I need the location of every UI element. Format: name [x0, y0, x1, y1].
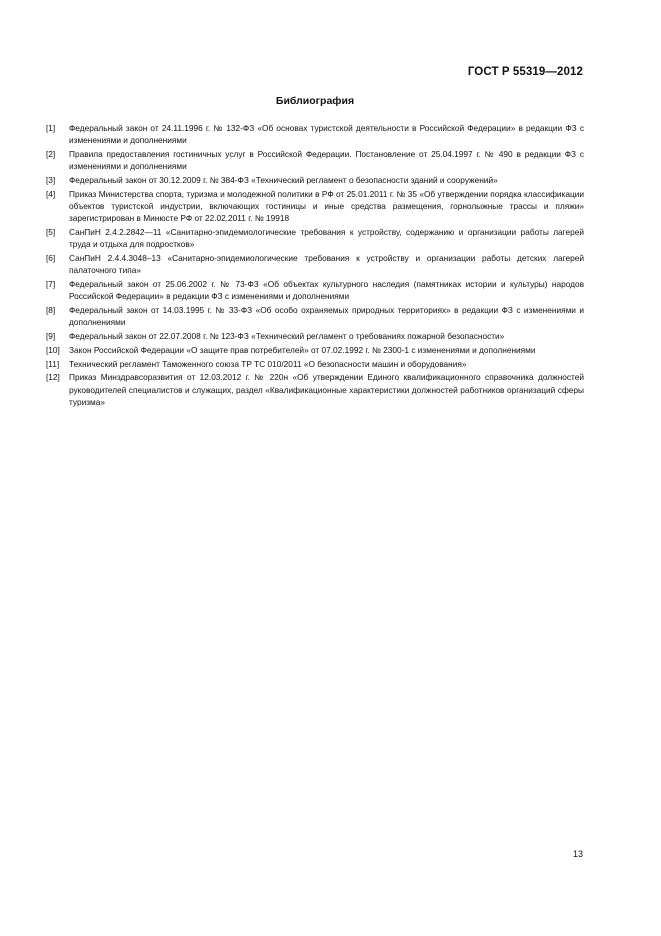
bibliography-item-number: [12]	[46, 372, 60, 383]
bibliography-item-number: [1]	[46, 123, 56, 133]
bibliography-item	[46, 252, 584, 276]
bibliography-item-text: Технический регламент Таможенного союза ТР ТС 010/2011 «О безопасности машин и оборудования»	[69, 358, 467, 369]
bibliography-item-text: Федеральный закон от 22.07.2008 г. № 123-ФЗ «Технический регламент о требованиях пожарной безопасности»	[69, 331, 505, 341]
bibliography-item-text: Федеральный закон от 24.11.1996 г. № 132-ФЗ «Об основах туристской деятельности в Российской Федерации» в редакции ФЗ с изменениями и дополнениями	[69, 123, 584, 146]
bibliography-item-text: СанПиН 2.4.4.3048–13 «Санитарно-эпидемиологические требования к устройству и организации работы детских лагерей палаточного типа»	[69, 253, 584, 276]
bibliography-item	[46, 188, 584, 225]
bibliography-item-number: [5]	[46, 227, 56, 237]
bibliography-item	[46, 358, 584, 370]
bibliography-item	[46, 174, 584, 186]
bibliography-item-text: Федеральный закон от 25.06.2002 г. № 73-ФЗ «Об объектах культурного наследия (памятниках истории и культуры) народов Российской Федерации» в редакции ФЗ с изменениями и дополнениями	[69, 279, 584, 302]
bibliography-item	[46, 148, 584, 172]
bibliography-item	[46, 278, 584, 302]
bibliography-item-number: [4]	[46, 188, 56, 199]
bibliography-item-text: Закон Российской Федерации «О защите прав потребителей» от 07.02.1992 г. № 2300-1 с изменениями и дополнениями	[69, 344, 536, 355]
page-number: 13	[572, 849, 583, 859]
bibliography-item-number: [7]	[46, 279, 56, 289]
bibliography-item	[46, 371, 584, 408]
bibliography-item-text: Федеральный закон от 14.03.1995 г. № 33-ФЗ «Об особо охраняемых природных территориях» в редакции ФЗ с изменениями и дополнениями	[69, 305, 584, 328]
bibliography-item-number: [11]	[46, 358, 60, 369]
bibliography-item-number: [3]	[46, 175, 56, 185]
document-code: ГОСТ Р 55319—2012	[467, 66, 583, 78]
bibliography-list	[46, 122, 584, 410]
bibliography-item	[46, 304, 584, 328]
bibliography-item	[46, 344, 584, 356]
bibliography-item-text: Федеральный закон от 30.12.2009 г. № 384-ФЗ «Технический регламент о безопасности зданий и сооружений»	[69, 175, 498, 185]
bibliography-title: Библиография	[275, 95, 355, 107]
bibliography-item	[46, 226, 584, 250]
bibliography-item	[46, 122, 584, 146]
bibliography-item-number: [8]	[46, 305, 56, 315]
bibliography-item-text: СанПиН 2.4.2.2842—11 «Санитарно-эпидемиологические требования к устройству, содержанию и организации работы лагерей труда и отдыха для подростков»	[69, 227, 584, 250]
bibliography-item-number: [9]	[46, 331, 56, 341]
bibliography-item-number: [10]	[46, 344, 60, 355]
bibliography-item	[46, 330, 584, 342]
bibliography-item-text: Правила предоставления гостиничных услуг в Российской Федерации. Постановление от 25.04.1997 г. № 490 в редакции ФЗ с изменениями и дополнениями	[69, 149, 584, 172]
bibliography-item-text: Приказ Минздравсоразвития от 12.03.2012 г. № 220н «Об утверждении Единого квалификационного справочника должностей руководителей специалистов и служащих, раздел «Квалификационные характеристики должностей работников организаций сферы туризма»	[69, 372, 584, 407]
bibliography-item-text: Приказ Министерства спорта, туризма и молодежной политики в РФ от 25.01.2011 г. № 35 «Об утверждении порядка классификации объектов туристской индустрии, включающих гостиницы и иные средства размещения, горнолыжные трассы и пляжи» зарегистрирован в Минюсте РФ от 22.02.2011 г. № 19918	[69, 188, 584, 224]
bibliography-item-number: [6]	[46, 253, 56, 263]
bibliography-item-number: [2]	[46, 149, 56, 159]
